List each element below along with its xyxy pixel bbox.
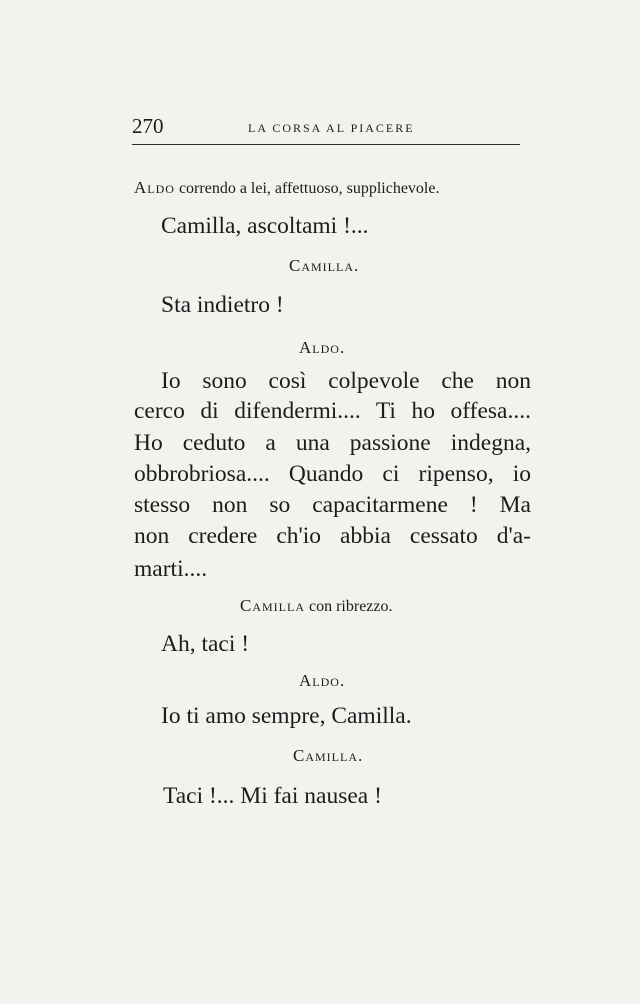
- paragraph-line: Io sono così colpevole che non: [161, 368, 531, 394]
- paragraph-line: cerco di difendermi.... Ti ho offesa....: [134, 398, 531, 424]
- speaker-heading: Camilla.: [293, 746, 364, 765]
- paragraph-line: stesso non so capacitarmene ! Ma: [134, 492, 531, 518]
- dialogue-line: Sta indietro !: [161, 292, 284, 318]
- stage-direction: [240, 596, 393, 616]
- speaker-heading: Aldo.: [299, 671, 346, 690]
- dialogue-line: Io ti amo sempre, Camilla.: [161, 703, 412, 729]
- paragraph-line: Ho ceduto a una passione indegna,: [134, 430, 531, 456]
- paragraph-line: marti....: [134, 556, 208, 582]
- speaker-heading: Camilla.: [289, 256, 360, 275]
- speaker-name: Aldo: [134, 178, 175, 197]
- dialogue-line: Ah, taci !: [161, 631, 250, 657]
- speaker-name: Camilla: [240, 596, 305, 615]
- dialogue-line: Camilla, ascoltami !...: [161, 213, 369, 239]
- stage-direction: [134, 178, 439, 198]
- paragraph-line: non credere ch'io abbia cessato d'a-: [134, 523, 531, 549]
- page-number: 270: [132, 114, 164, 138]
- stage-direction-text: con ribrezzo.: [305, 598, 393, 615]
- running-title: LA CORSA AL PIACERE: [248, 121, 415, 135]
- paragraph-line: obbrobriosa.... Quando ci ripenso, io: [134, 461, 531, 487]
- dialogue-line: Taci !... Mi fai nausea !: [163, 783, 382, 809]
- page-header: [132, 114, 520, 145]
- speaker-heading: Aldo.: [299, 338, 346, 357]
- stage-direction-text: correndo a lei, affettuoso, supplichevole.: [174, 180, 440, 197]
